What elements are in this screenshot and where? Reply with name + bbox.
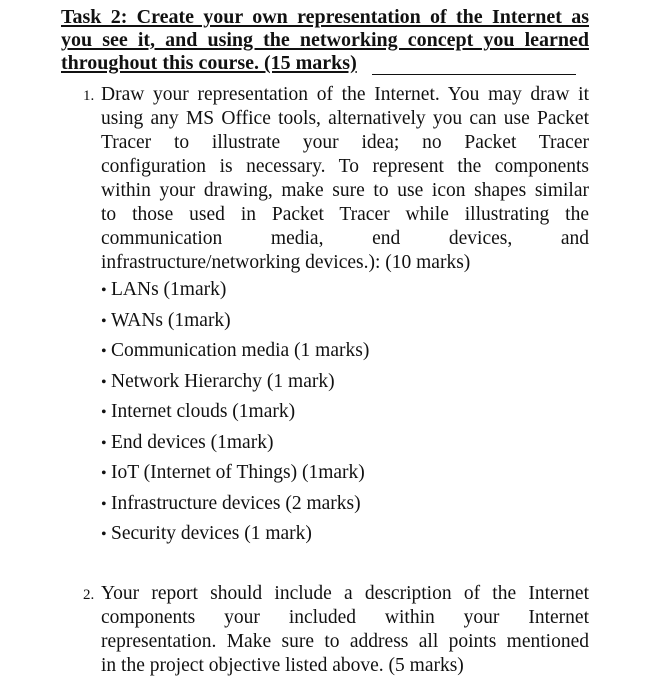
task-title-line: throughout this course. (15 marks) bbox=[61, 52, 357, 74]
bullet-icon: • bbox=[101, 495, 107, 513]
bullet-label: WANs (1mark) bbox=[111, 309, 231, 331]
item-text-line: configuration is necessary. To represent the components bbox=[101, 156, 589, 177]
item-text-line: Your report should include a description of the Internet bbox=[101, 583, 589, 604]
task-title bbox=[61, 6, 589, 75]
list-item bbox=[101, 339, 369, 370]
bullet-label: Communication media (1 marks) bbox=[111, 340, 370, 361]
bullet-label: Security devices (1 mark) bbox=[111, 523, 312, 544]
list-item bbox=[101, 431, 369, 462]
item-text-line: within your drawing, make sure to use icon shapes similar bbox=[101, 180, 589, 201]
bullet-icon: • bbox=[101, 526, 107, 543]
list-item bbox=[101, 461, 369, 492]
item-text-line: components your included within your Internet bbox=[101, 607, 589, 628]
bullet-label: Internet clouds (1mark) bbox=[111, 401, 296, 422]
bullet-icon: • bbox=[101, 373, 107, 391]
bullet-icon: • bbox=[101, 434, 107, 452]
bullet-label: IoT (Internet of Things) (1mark) bbox=[111, 462, 365, 483]
item-number: 2. bbox=[83, 587, 95, 603]
marks-bullet-list bbox=[101, 278, 369, 553]
item-text-line: Draw your representation of the Internet. You may draw it bbox=[101, 84, 589, 105]
item-text-line: in the project objective listed above. (5 marks) bbox=[101, 655, 464, 676]
bullet-icon: • bbox=[101, 343, 107, 360]
item-text-line: to those used in Packet Tracer while illustrating the bbox=[101, 204, 589, 225]
item-text-line: representation. Make sure to address all points mentioned bbox=[101, 631, 589, 652]
list-item bbox=[101, 492, 369, 523]
list-item bbox=[101, 278, 369, 309]
bullet-icon: • bbox=[101, 282, 107, 299]
bullet-label: LANs (1mark) bbox=[111, 279, 227, 300]
item-text-line: using any MS Office tools, alternatively you can use Packet bbox=[101, 108, 589, 129]
item-text-line: Tracer to illustrate your idea; no Packet Tracer bbox=[101, 132, 589, 153]
bullet-icon: • bbox=[101, 404, 107, 421]
item-text-line: communication media, end devices, and bbox=[101, 228, 589, 249]
title-underline-rule bbox=[372, 74, 576, 75]
bullet-icon: • bbox=[101, 312, 107, 330]
bullet-label: Infrastructure devices (2 marks) bbox=[111, 492, 361, 514]
bullet-icon: • bbox=[101, 465, 107, 482]
instruction-item-1 bbox=[83, 83, 589, 275]
item-number: 1. bbox=[83, 88, 95, 104]
item-text-line: infrastructure/networking devices.): (10 marks) bbox=[101, 252, 471, 273]
bullet-label: Network Hierarchy (1 mark) bbox=[111, 370, 335, 392]
list-item bbox=[101, 309, 369, 340]
task-title-line: you see it, and using the networking concept you learned bbox=[61, 29, 589, 51]
instruction-item-2 bbox=[83, 582, 589, 678]
bullet-label: End devices (1mark) bbox=[111, 431, 274, 453]
list-item bbox=[101, 522, 369, 553]
list-item bbox=[101, 370, 369, 401]
list-item bbox=[101, 400, 369, 431]
task-title-line: Task 2: Create your own representation of the Internet as bbox=[61, 6, 589, 28]
